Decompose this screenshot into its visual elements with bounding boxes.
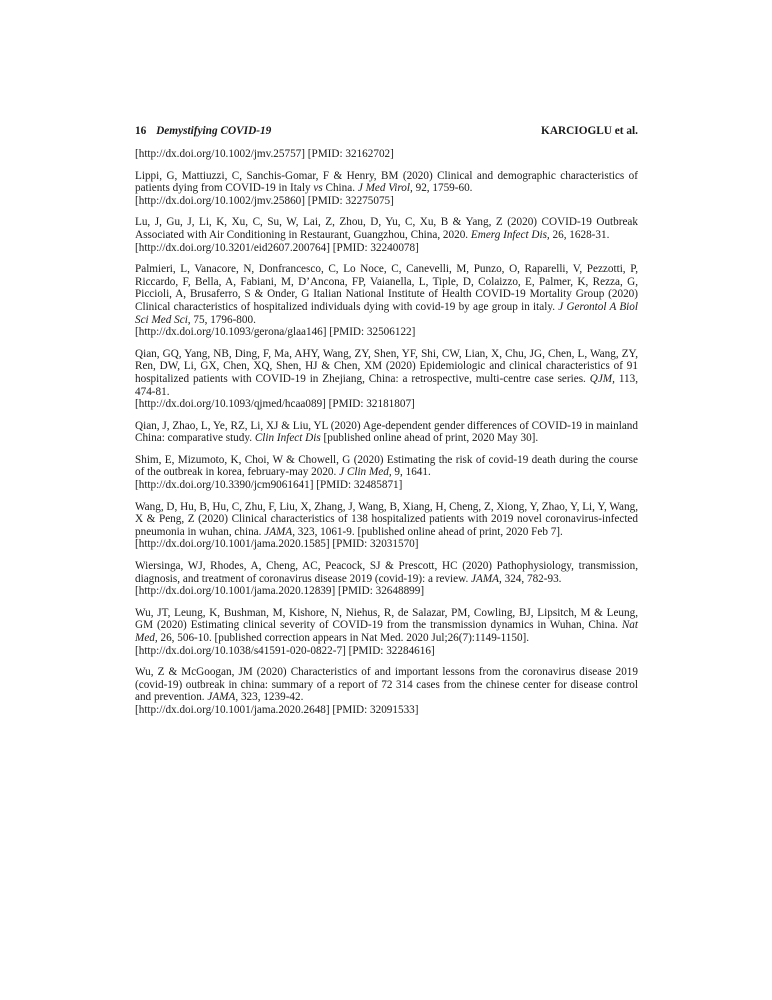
reference-item-continuation [135, 148, 638, 161]
reference-link[interactable]: [http://dx.doi.org/10.1001/jama.2020.1585] [PMID: 32031570] [135, 538, 419, 551]
reference-link[interactable]: [http://dx.doi.org/10.1093/qjmed/hcaa089] [PMID: 32181807] [135, 398, 415, 411]
reference-text: Qian, GQ, Yang, NB, Ding, F, Ma, AHY, Wang, ZY, Shen, YF, Shi, CW, Lian, X, Chu, JG, Chen, L, Wang, ZY, Ren, DW, Li, GX, Chen, XQ, Shen, HJ & Chen, XM (2020) Epidemiologic and clinical characteristics of 91 hospitalized patients with COVID-19 in Zhejiang, China: a retrospective, multi-centre case series. [135, 347, 638, 385]
reference-link[interactable]: [http://dx.doi.org/10.1001/jama.2020.2648] [PMID: 32091533] [135, 703, 419, 716]
reference-journal: QJM, [589, 372, 615, 385]
reference-link[interactable]: [http://dx.doi.org/10.3201/eid2607.200764] [PMID: 32240078] [135, 241, 419, 254]
reference-item-lu [135, 216, 638, 254]
reference-text: Wiersinga, WJ, Rhodes, A, Cheng, AC, Peacock, SJ & Prescott, HC (2020) Pathophysiology, transmission, diagnosis, and treatment of coronavirus disease 2019 (covid-19): a review. [135, 560, 638, 585]
reference-journal: Emerg Infect Dis, [470, 228, 550, 241]
reference-text: Palmieri, L, Vanacore, N, Donfrancesco, C, Lo Noce, C, Canevelli, M, Punzo, O, Raparelli, V, Pezzotti, P, Riccardo, F, Bella, A, Fabiani, M, D’Ancona, FP, Vaianella, L, Tiple, D, Colaizzo, E, Palmer, K, Rezza, G, Piccioli, A, Brusaferro, S & Onder, G Italian National Institute of Health COVID-19 Mortality Group (2020) Clinical characteristics of hospitalized individuals dying with covid-19 by age group in italy. [135, 263, 638, 313]
reference-link[interactable]: [http://dx.doi.org/10.1093/gerona/glaa146] [PMID: 32506122] [135, 326, 416, 339]
running-head [135, 124, 638, 138]
reference-vs: vs [313, 182, 323, 195]
reference-journal: JAMA, [207, 691, 239, 704]
reference-link[interactable]: [http://dx.doi.org/10.1002/jmv.25860] [PMID: 32275075] [135, 194, 394, 207]
reference-item-wu-z [135, 666, 638, 716]
reference-journal: J Gerontol A Biol Sci Med Sci, [135, 300, 638, 326]
reference-item-shim [135, 454, 638, 492]
reference-text: Wu, Z & McGoogan, JM (2020) Characteristics of and important lessons from the coronavirus disease 2019 (covid-19) outbreak in china: summary of a report of 72 314 cases from the chinese center for disease control and prevention. [135, 666, 638, 704]
reference-journal: J Med Virol, [357, 182, 413, 195]
reference-volume: 26, 506-10. [published correction appears in Nat Med. 2020 Jul;26(7):1149-1150]. [157, 632, 530, 644]
reference-journal: Nat Med, [135, 619, 638, 644]
reference-link[interactable]: [http://dx.doi.org/10.1001/jama.2020.12839] [PMID: 32648899] [135, 585, 425, 598]
running-head-authors: KARCIOGLU et al. [541, 125, 638, 137]
reference-volume: [published online ahead of print, 2020 May 30]. [320, 432, 539, 445]
reference-text: Wang, D, Hu, B, Hu, C, Zhu, F, Liu, X, Zhang, J, Wang, B, Xiang, H, Cheng, Z, Xiong, Y, Zhao, Y, Li, Y, Wang, X & Peng, Z (2020) Clinical characteristics of 138 hospitalized patients with 2019 novel coronavirus-infected pneumonia in wuhan, china. [135, 500, 638, 538]
reference-link[interactable]: [http://dx.doi.org/10.1002/jmv.25757] [PMID: 32162702] [135, 148, 394, 160]
reference-journal: JAMA, [264, 525, 295, 538]
reference-journal: JAMA, [471, 572, 502, 585]
reference-item-lippi [135, 170, 638, 208]
reference-list [135, 148, 638, 717]
reference-journal: Clin Infect Dis [254, 432, 321, 445]
running-head-left [135, 124, 271, 138]
reference-text-mid: China. [322, 182, 358, 195]
reference-volume: 113, 474-81. [135, 372, 638, 398]
running-title: Demystifying COVID-19 [156, 125, 272, 137]
page [135, 124, 638, 726]
reference-volume: 324, 782-93. [501, 572, 562, 585]
reference-item-wiersinga [135, 560, 638, 598]
reference-volume: 26, 1628-31. [549, 228, 610, 241]
reference-journal: J Clin Med, [339, 466, 392, 479]
reference-item-qian-gq [135, 348, 638, 411]
reference-volume: 323, 1061-9. [published online ahead of print, 2020 Feb 7]. [295, 525, 563, 538]
reference-item-qian-j [135, 420, 638, 445]
reference-text: Wu, JT, Leung, K, Bushman, M, Kishore, N, Niehus, R, de Salazar, PM, Cowling, BJ, Lipsitch, M & Leung, GM (2020) Estimating clinical severity of COVID-19 from the transmission dynamics in Wuhan, China. [135, 606, 638, 632]
reference-volume: 323, 1239-42. [238, 691, 304, 704]
reference-item-wu-jt [135, 607, 638, 657]
reference-text: Lu, J, Gu, J, Li, K, Xu, C, Su, W, Lai, Z, Zhou, D, Yu, C, Xu, B & Yang, Z (2020) COVID-19 Outbreak Associated with Air Conditioning in Restaurant, Guangzhou, China, 2020. [135, 216, 638, 241]
reference-volume: 9, 1641. [391, 466, 431, 479]
reference-text: Shim, E, Mizumoto, K, Choi, W & Chowell, G (2020) Estimating the risk of covid-19 death during the course of the outbreak in korea, february-may 2020. [135, 453, 638, 479]
reference-link[interactable]: [http://dx.doi.org/10.3390/jcm9061641] [PMID: 32485871] [135, 479, 403, 492]
page-number: 16 [135, 125, 147, 137]
reference-item-wang [135, 501, 638, 551]
reference-link[interactable]: [http://dx.doi.org/10.1038/s41591-020-0822-7] [PMID: 32284616] [135, 644, 435, 657]
reference-text: Qian, J, Zhao, L, Ye, RZ, Li, XJ & Liu, YL (2020) Age-dependent gender differences of COVID-19 in mainland China: comparative study. [135, 419, 638, 445]
reference-text: Lippi, G, Mattiuzzi, C, Sanchis-Gomar, F & Henry, BM (2020) Clinical and demographic characteristics of patients dying from COVID-19 in Italy [135, 169, 638, 195]
reference-volume: 75, 1796-800. [190, 313, 256, 326]
reference-item-palmieri [135, 263, 638, 339]
reference-volume: 92, 1759-60. [412, 182, 473, 195]
